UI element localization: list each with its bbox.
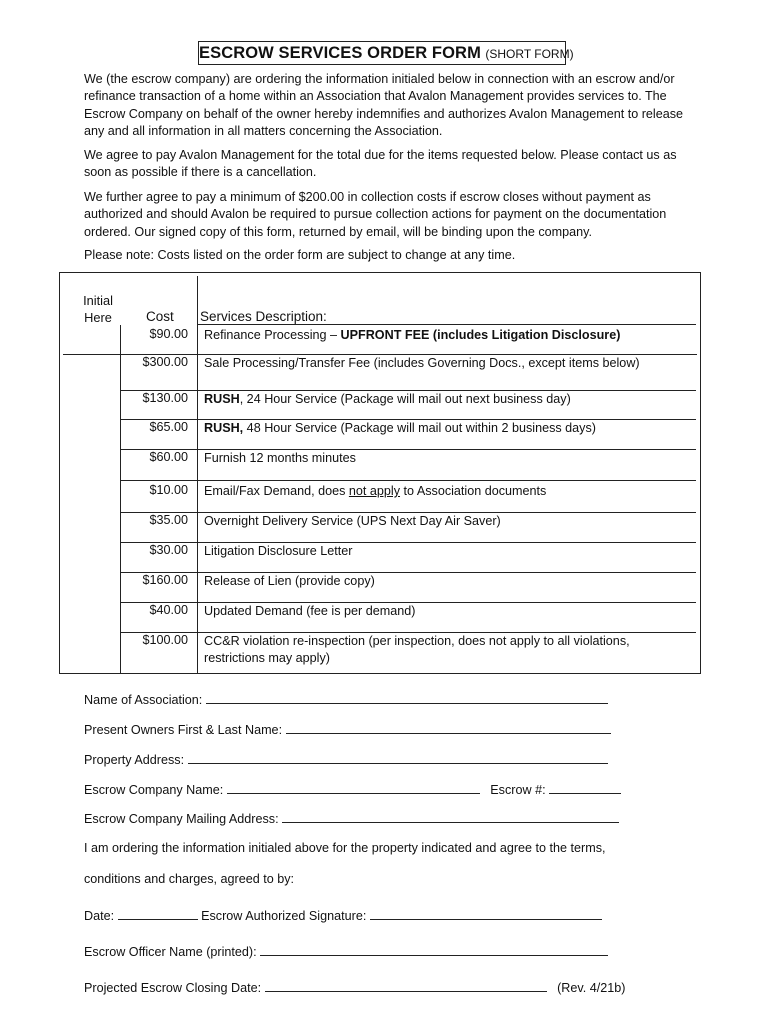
- property-field[interactable]: [84, 751, 608, 767]
- officer-name-line[interactable]: [260, 943, 608, 956]
- service-description: [204, 420, 674, 437]
- officer-name-field[interactable]: [84, 943, 608, 959]
- service-cost: $160.00: [142, 573, 188, 587]
- service-description-text-after: , 24 Hour Service (Package will mail out next business day): [239, 392, 571, 406]
- service-description: [204, 450, 674, 467]
- initial-box[interactable]: [62, 450, 118, 474]
- signature-label: Escrow Authorized Signature:: [201, 909, 367, 923]
- association-line[interactable]: [206, 691, 608, 704]
- row-divider: [120, 572, 696, 573]
- service-description: [204, 603, 674, 620]
- service-cost: $130.00: [142, 391, 188, 405]
- row-divider: [120, 419, 696, 420]
- service-description-underline: not apply: [348, 484, 401, 498]
- service-cost: $10.00: [149, 483, 188, 497]
- service-description-text: Updated Demand (fee is per demand): [204, 604, 416, 618]
- service-cost: $35.00: [149, 513, 188, 527]
- association-field[interactable]: [84, 691, 608, 707]
- row-divider: [120, 512, 696, 513]
- payment-paragraph: We agree to pay Avalon Management for the total due for the items requested below. Please contact us as soon as possible if there is a cancellation.: [84, 148, 677, 180]
- intro-paragraph: We (the escrow company) are ordering the information initialed below in connection with an escrow and/or refinance transaction of a home within an Association that Avalon Management provides services to. The Escrow Company on behalf of the owner hereby indemnifies and authorizes Avalon Management to release any and all information in all matters concerning the Association.: [84, 72, 684, 139]
- initial-box[interactable]: [62, 420, 118, 444]
- service-cost: $65.00: [149, 420, 188, 434]
- service-description-text-after: 48 Hour Service (Package will mail out within 2 business days): [243, 421, 596, 435]
- escrow-number-label: Escrow #:: [490, 783, 546, 797]
- row-divider: [120, 390, 696, 391]
- service-cost: $30.00: [149, 543, 188, 557]
- service-description-text: Litigation Disclosure Letter: [204, 544, 353, 558]
- service-description-text: CC&R violation re-inspection (per inspection, does not apply to all violations, restrictions may apply): [204, 634, 630, 665]
- revision-label: (Rev. 4/21b): [557, 981, 626, 995]
- service-cost: $90.00: [149, 327, 188, 341]
- initial-box[interactable]: [62, 603, 118, 627]
- service-description-text: Refinance Processing –: [204, 328, 341, 342]
- service-cost: $40.00: [149, 603, 188, 617]
- service-cost: $60.00: [149, 450, 188, 464]
- form-title-main: ESCROW SERVICES ORDER FORM: [199, 44, 481, 62]
- service-description: [204, 513, 674, 530]
- mailing-address-label: Escrow Company Mailing Address:: [84, 812, 279, 826]
- service-description: [204, 573, 674, 590]
- initial-box[interactable]: [62, 543, 118, 567]
- date-signature-field[interactable]: [84, 907, 602, 923]
- service-description-text: Email/Fax Demand, does: [204, 484, 349, 498]
- service-description: [204, 483, 674, 500]
- initial-box[interactable]: [62, 573, 118, 597]
- collection-paragraph: We further agree to pay a minimum of $200.00 in collection costs if escrow closes without payment as authorized and should Avalon be required to pursue collection actions for payment on the documentation ordered. Our signed copy of this form, returned by email, will be binding upon the company.: [84, 190, 667, 239]
- service-cost: $300.00: [142, 355, 188, 369]
- service-description-text-after: to Association documents: [400, 484, 547, 498]
- owners-label: Present Owners First & Last Name:: [84, 723, 283, 737]
- header-cost: Cost: [146, 309, 174, 324]
- signature-line[interactable]: [370, 907, 602, 920]
- service-description: [204, 633, 674, 667]
- header-services-description: Services Description:: [200, 309, 327, 324]
- service-description: [204, 355, 674, 372]
- initial-box[interactable]: [62, 633, 118, 657]
- row-divider: [63, 354, 697, 355]
- row-divider: [120, 632, 696, 633]
- costs-note: Please note: Costs listed on the order form are subject to change at any time.: [84, 248, 516, 262]
- header-underline: [197, 324, 696, 325]
- mailing-address-line[interactable]: [282, 810, 619, 823]
- property-label: Property Address:: [84, 753, 185, 767]
- agreement-line-2: conditions and charges, agreed to by:: [84, 872, 295, 886]
- row-divider: [120, 449, 696, 450]
- header-initial-here: Initial Here: [83, 293, 113, 325]
- initial-box[interactable]: [62, 355, 118, 379]
- service-description-emphasis: RUSH,: [204, 421, 244, 435]
- service-description: [204, 391, 674, 408]
- escrow-company-field[interactable]: [84, 781, 621, 797]
- service-description: [204, 543, 674, 560]
- date-label: Date:: [84, 909, 115, 923]
- escrow-company-label: Escrow Company Name:: [84, 783, 224, 797]
- mailing-address-field[interactable]: [84, 810, 619, 826]
- form-title: [198, 41, 574, 65]
- row-divider: [120, 602, 696, 603]
- service-description-emphasis: RUSH: [204, 392, 240, 406]
- form-title-sub: (SHORT FORM): [485, 47, 574, 61]
- service-description-text: Sale Processing/Transfer Fee (includes Governing Docs., except items below): [204, 356, 640, 370]
- closing-date-line[interactable]: [265, 979, 547, 992]
- escrow-number-line[interactable]: [549, 781, 621, 794]
- row-divider: [120, 480, 696, 481]
- closing-date-label: Projected Escrow Closing Date:: [84, 981, 262, 995]
- column-divider-desc: [197, 276, 198, 673]
- closing-date-field[interactable]: [84, 979, 625, 995]
- escrow-company-line[interactable]: [227, 781, 480, 794]
- initial-box[interactable]: [62, 391, 118, 415]
- column-divider-initial: [120, 325, 121, 673]
- service-description-text: Overnight Delivery Service (UPS Next Day Air Saver): [204, 514, 501, 528]
- property-line[interactable]: [188, 751, 608, 764]
- owners-line[interactable]: [286, 721, 611, 734]
- row-divider: [120, 542, 696, 543]
- service-description-text: Furnish 12 months minutes: [204, 451, 356, 465]
- service-cost: $100.00: [142, 633, 188, 647]
- date-line[interactable]: [118, 907, 198, 920]
- initial-box[interactable]: [62, 327, 118, 351]
- initial-box[interactable]: [62, 483, 118, 507]
- service-description-text: Release of Lien (provide copy): [204, 574, 375, 588]
- service-description: [204, 327, 674, 344]
- initial-box[interactable]: [62, 513, 118, 537]
- owners-field[interactable]: [84, 721, 611, 737]
- agreement-line-1: I am ordering the information initialed above for the property indicated and agree to the terms,: [84, 841, 606, 855]
- service-description-emphasis: UPFRONT FEE (includes Litigation Disclosure): [340, 328, 621, 342]
- officer-name-label: Escrow Officer Name (printed):: [84, 945, 257, 959]
- association-label: Name of Association:: [84, 693, 203, 707]
